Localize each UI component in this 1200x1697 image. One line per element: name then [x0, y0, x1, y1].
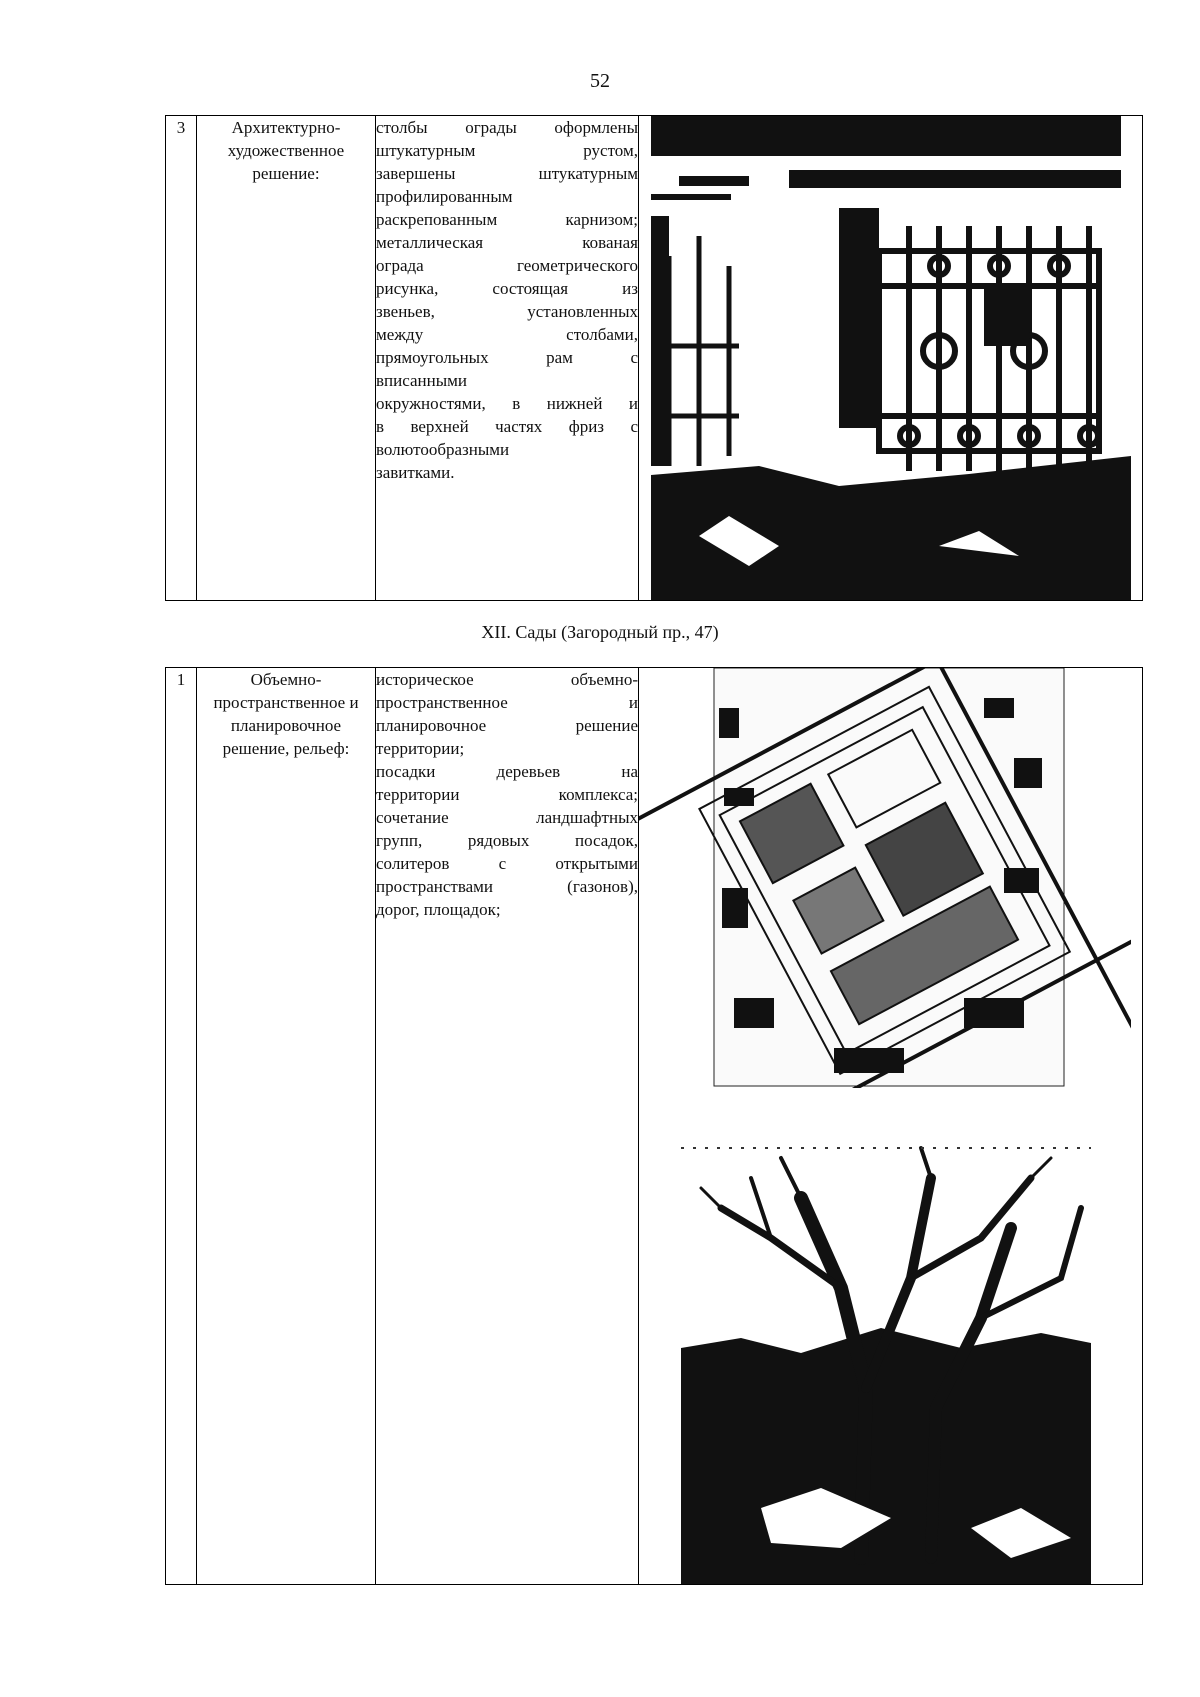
description-line: историческое объемно-: [376, 670, 638, 689]
page-number: 52: [590, 70, 610, 92]
description-line: рисунка, состоящая из: [376, 279, 638, 298]
description-line: раскрепованным карнизом;: [376, 210, 638, 229]
table-row: [166, 116, 1143, 601]
description-line: групп, рядовых посадок,: [376, 831, 638, 850]
images-cell: [639, 668, 1143, 1585]
row-number: 3: [166, 116, 197, 601]
table-architecture: [165, 115, 1143, 601]
description-line: пространствами (газонов),: [376, 877, 638, 896]
description-line: в верхней частях фриз с: [376, 417, 638, 436]
description-line: сочетание ландшафтных: [376, 808, 638, 827]
description-line: между столбами,: [376, 325, 638, 344]
description-line: солитеров с открытыми: [376, 854, 638, 873]
description-line: пространственное и: [376, 693, 638, 712]
description-line: ограда геометрического: [376, 256, 638, 275]
description-line: завершены штукатурным: [376, 164, 638, 183]
description-lines: [376, 116, 638, 484]
description-line: профилированным: [376, 187, 513, 206]
table-row: [166, 668, 1143, 1585]
description-line: штукатурным рустом,: [376, 141, 638, 160]
table-gardens: [165, 667, 1143, 1585]
description-line: дорог, площадок;: [376, 900, 501, 919]
element-description: [376, 116, 639, 601]
element-description: [376, 668, 639, 1585]
section-title: XII. Сады (Загородный пр., 47): [481, 622, 719, 642]
description-line: металлическая кованая: [376, 233, 638, 252]
trees-photo: [639, 1088, 1131, 1584]
description-line: окружностями, в нижней и: [376, 394, 638, 413]
description-line: звеньев, установленных: [376, 302, 638, 321]
description-line: вписанными: [376, 371, 467, 390]
photo-cell: [639, 116, 1143, 601]
description-line: планировочное решение: [376, 716, 638, 735]
description-line: прямоугольных рам с: [376, 348, 638, 367]
element-name: Объемно-пространственное и планировочное решение, рельеф:: [197, 668, 376, 1585]
description-line: завитками.: [376, 463, 455, 482]
site-plan-map: [639, 668, 1131, 1088]
description-line: столбы ограды оформлены: [376, 118, 638, 137]
description-line: территории;: [376, 739, 465, 758]
fence-photo: [639, 116, 1131, 600]
description-line: посадки деревьев на: [376, 762, 638, 781]
description-line: волютообразными: [376, 440, 510, 459]
description-lines: [376, 668, 638, 921]
description-line: территории комплекса;: [376, 785, 638, 804]
element-name: Архитектурно-художественное решение:: [197, 116, 376, 601]
row-number: 1: [166, 668, 197, 1585]
